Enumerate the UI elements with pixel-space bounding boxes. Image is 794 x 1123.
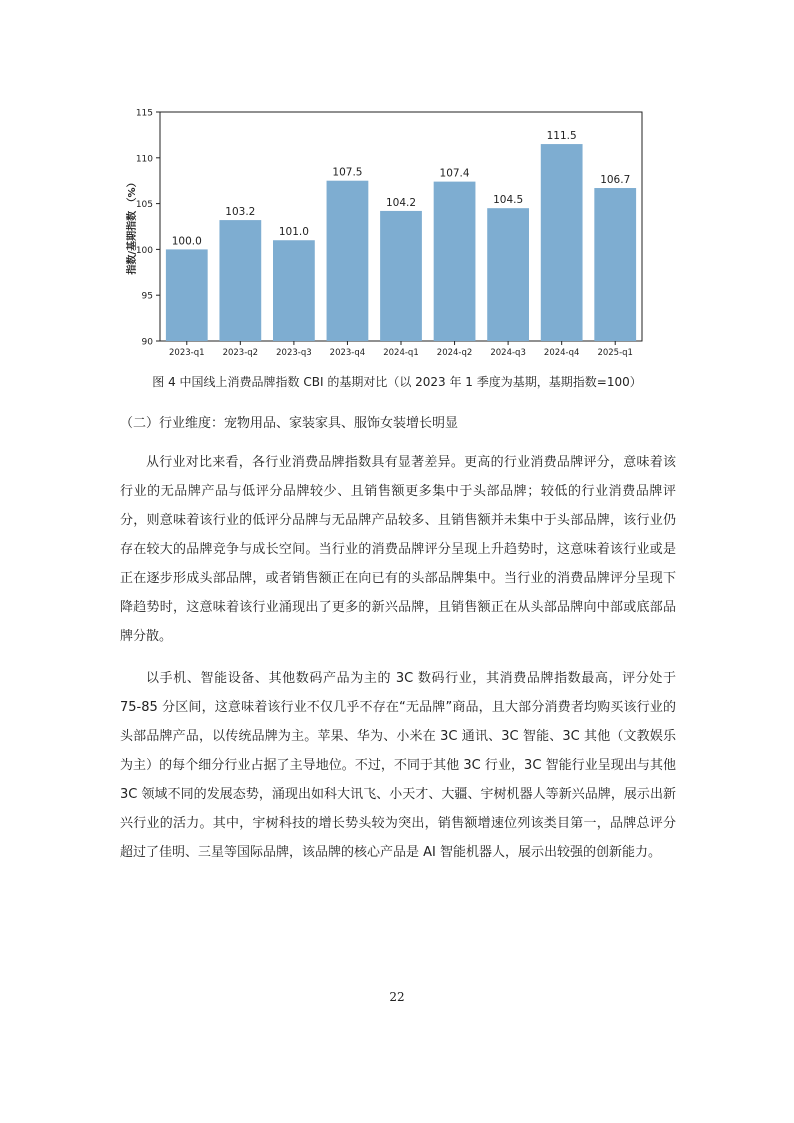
bar-value-label: 107.5 bbox=[332, 166, 363, 179]
bar-2024-q1 bbox=[380, 211, 422, 341]
bar-value-label: 107.4 bbox=[439, 167, 470, 180]
x-axis bbox=[169, 341, 633, 358]
bar-value-label: 104.2 bbox=[385, 196, 417, 209]
y-tick-label: 90 bbox=[141, 337, 153, 348]
x-tick-label: 2024-q3 bbox=[490, 348, 526, 358]
x-tick-label: 2023-q3 bbox=[276, 348, 312, 358]
x-tick-label: 2024-q4 bbox=[543, 348, 580, 358]
paragraph-1: 从行业对比来看，各行业消费品牌指数具有显著差异。更高的行业消费品牌评分，意味着该行业的无品牌产品与低评分品牌较少、且销售额更多集中于头部品牌；较低的行业消费品牌评分，则意味着该行业的低评分品牌与无品牌产品较多、且销售额并未集中于头部品牌，该行业仍存在较大的品牌竞争与成长空间。当行业的消费品牌评分呈现上升趋势时，这意味着该行业或是正在逐步形成头部品牌，或者销售额正在向已有的头部品牌集中。当行业的消费品牌评分呈现下降趋势时，这意味着该行业涌现出了更多的新兴品牌，且销售额正在从头部品牌向中部或底部品牌分散。 bbox=[120, 455, 676, 644]
y-tick-label: 95 bbox=[141, 291, 153, 302]
y-tick-label: 115 bbox=[135, 108, 153, 119]
x-tick-label: 2023-q2 bbox=[222, 348, 259, 358]
x-tick-label: 2023-q4 bbox=[329, 348, 366, 358]
bar-2024-q3 bbox=[487, 208, 529, 341]
bar-value-label: 106.7 bbox=[600, 174, 631, 187]
bar-value-label: 101.0 bbox=[278, 226, 309, 239]
bar-2023-q4 bbox=[327, 181, 369, 341]
bar-chart bbox=[0, 0, 794, 370]
y-axis-label: 指数/基期指数 （%） bbox=[127, 177, 138, 275]
x-tick-label: 2024-q1 bbox=[383, 348, 419, 358]
bar-2024-q2 bbox=[434, 182, 476, 341]
x-tick-label: 2025-q1 bbox=[597, 348, 633, 358]
y-tick-label: 100 bbox=[135, 245, 153, 256]
page-number: 22 bbox=[389, 990, 405, 1004]
figure-caption: 图 4 中国线上消费品牌指数 CBI 的基期对比（以 2023 年 1 季度为基期，基期指数=100） bbox=[152, 375, 642, 389]
bar-2025-q1 bbox=[594, 188, 636, 341]
x-tick-label: 2023-q1 bbox=[169, 348, 205, 358]
y-axis bbox=[136, 109, 160, 348]
bar-2024-q4 bbox=[541, 144, 583, 341]
bar-2023-q2 bbox=[219, 220, 261, 341]
x-tick-label: 2024-q2 bbox=[436, 348, 473, 358]
bar-value-label: 104.5 bbox=[493, 194, 524, 207]
y-tick-label: 105 bbox=[135, 200, 153, 211]
bar-2023-q1 bbox=[166, 249, 208, 341]
y-tick-label: 110 bbox=[135, 154, 153, 165]
bar-value-label: 100.0 bbox=[171, 235, 202, 248]
section-heading: （二）行业维度：宠物用品、家装家具、服饰女装增长明显 bbox=[120, 416, 459, 431]
bars bbox=[166, 130, 636, 341]
bar-value-label: 103.2 bbox=[225, 206, 256, 219]
bar-2023-q3 bbox=[273, 240, 315, 341]
bar-value-label: 111.5 bbox=[546, 130, 577, 143]
paragraph-2: 以手机、智能设备、其他数码产品为主的 3C 数码行业，其消费品牌指数最高，评分处于 75-85 分区间，这意味着该行业不仅几乎不存在“无品牌”商品，且大部分消费者均购买该行业的头部品牌产品，以传统品牌为主。苹果、华为、小米在 3C 通讯、3C 智能、3C 其他（文教娱乐为主）的每个细分行业占据了主导地位。不过，不同于其他 3C 行业，3C 智能行业呈现出与其他 3C 领域不同的发展态势，涌现出如科大讯飞、小天才、大疆、宇树机器人等新兴品牌，展示出新兴行业的活力。其中，宇树科技的增长势头较为突出，销售额增速位列该类目第一，品牌总评分超过了佳明、三星等国际品牌，该品牌的核心产品是 AI 智能机器人，展示出较强的创新能力。 bbox=[120, 671, 676, 860]
